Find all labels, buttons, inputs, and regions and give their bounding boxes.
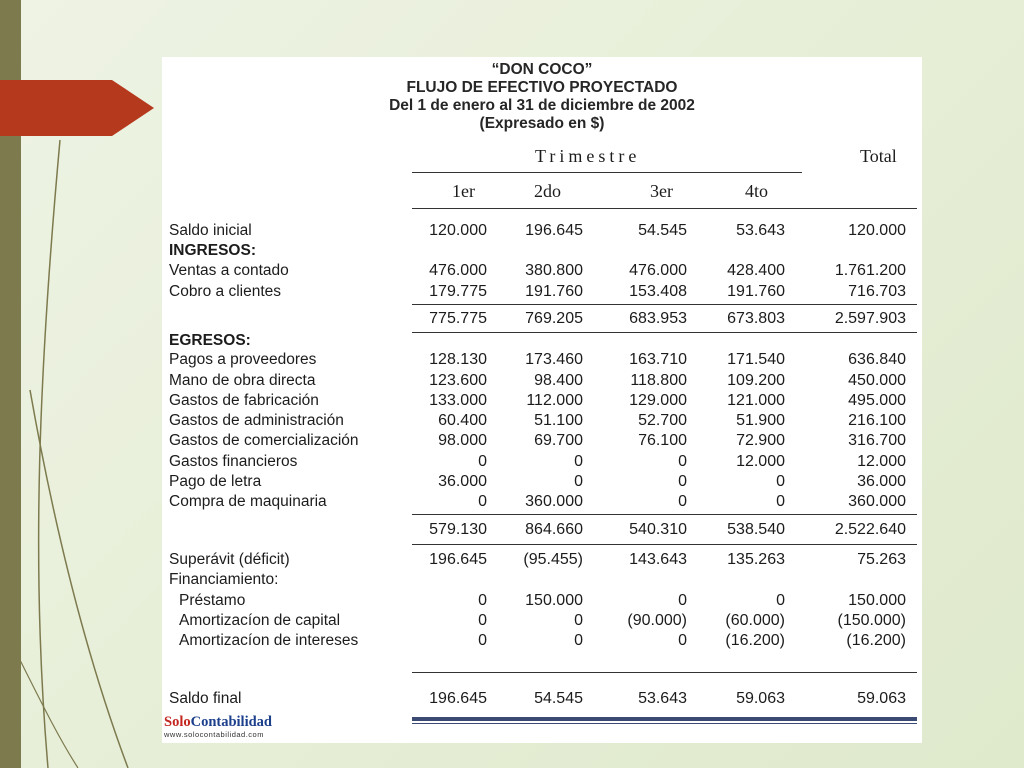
cell-quarter-3: 540.310: [629, 521, 687, 538]
row-label: Saldo final: [169, 690, 242, 707]
document-title: [162, 61, 922, 133]
cell-quarter-4: 673.803: [727, 310, 785, 327]
cell-quarter-3: 0: [678, 632, 687, 649]
cell-quarter-3: 683.953: [629, 310, 687, 327]
row-label: Financiamiento:: [169, 571, 279, 588]
cell-quarter-1: 98.000: [438, 432, 487, 449]
cell-quarter-3: 153.408: [629, 283, 687, 300]
row-label: Superávit (déficit): [169, 551, 290, 568]
cell-quarter-3: 0: [678, 453, 687, 470]
cell-quarter-1: 775.775: [429, 310, 487, 327]
cell-quarter-1: 0: [478, 493, 487, 510]
cell-quarter-2: 769.205: [525, 310, 583, 327]
cell-quarter-4: 59.063: [736, 690, 785, 707]
subtotal-rule-egresos-bottom: [412, 544, 917, 545]
header-q1: 1er: [452, 181, 475, 201]
cell-quarter-2: 864.660: [525, 521, 583, 538]
row-label: INGRESOS:: [169, 242, 256, 259]
cell-quarter-2: 191.760: [525, 283, 583, 300]
header-rule: [412, 172, 802, 173]
cell-quarter-2: 98.400: [534, 372, 583, 389]
cell-quarter-4: 121.000: [727, 392, 785, 409]
cell-total: 216.100: [848, 412, 906, 429]
logo-contabilidad: Contabilidad: [190, 714, 272, 730]
cell-quarter-4: 0: [776, 493, 785, 510]
solocontabilidad-logo: [164, 715, 272, 739]
row-label: Ventas a contado: [169, 262, 289, 279]
cell-quarter-2: 0: [574, 453, 583, 470]
report-period: Del 1 de enero al 31 de diciembre de 2002: [389, 97, 695, 114]
cell-quarter-1: 0: [478, 632, 487, 649]
cell-quarter-4: 53.643: [736, 222, 785, 239]
cell-quarter-4: 191.760: [727, 283, 785, 300]
cell-quarter-1: 196.645: [429, 551, 487, 568]
cell-quarter-3: 0: [678, 473, 687, 490]
row-label: Pago de letra: [169, 473, 262, 490]
subtotal-rule-ingresos: [412, 304, 917, 305]
cell-quarter-4: 51.900: [736, 412, 785, 429]
cell-quarter-3: 163.710: [629, 351, 687, 368]
cell-quarter-2: 0: [574, 632, 583, 649]
row-label: Gastos de fabricación: [169, 392, 319, 409]
cell-quarter-3: (90.000): [627, 612, 687, 629]
cell-quarter-2: 0: [574, 473, 583, 490]
cell-quarter-2: 150.000: [525, 592, 583, 609]
company-name: “DON COCO”: [491, 61, 593, 78]
cell-total: 316.700: [848, 432, 906, 449]
cell-quarter-3: 143.643: [629, 551, 687, 568]
cell-total: 120.000: [848, 222, 906, 239]
cell-quarter-3: 129.000: [629, 392, 687, 409]
cell-quarter-3: 52.700: [638, 412, 687, 429]
cell-quarter-2: 360.000: [525, 493, 583, 510]
row-label: Gastos de administración: [169, 412, 344, 429]
report-currency: (Expresado en $): [479, 115, 605, 132]
cell-quarter-4: 0: [776, 592, 785, 609]
row-label: Cobro a clientes: [169, 283, 282, 300]
cell-quarter-1: 120.000: [429, 222, 487, 239]
row-label: EGRESOS:: [169, 332, 251, 349]
cell-quarter-4: (16.200): [725, 632, 785, 649]
row-label: Mano de obra directa: [169, 372, 316, 389]
header-total: Total: [860, 146, 897, 166]
cell-quarter-3: 0: [678, 493, 687, 510]
header-q3: 3er: [650, 181, 673, 201]
cell-quarter-1: 128.130: [429, 351, 487, 368]
subtotal-rule-ingresos-bottom: [412, 332, 917, 333]
cell-quarter-4: 538.540: [727, 521, 785, 538]
cell-quarter-1: 0: [478, 612, 487, 629]
cell-quarter-1: 60.400: [438, 412, 487, 429]
cell-quarter-3: 76.100: [638, 432, 687, 449]
row-label: Pagos a proveedores: [169, 351, 317, 368]
cell-total: 1.761.200: [834, 262, 906, 279]
cell-quarter-4: 428.400: [727, 262, 785, 279]
cell-quarter-4: 171.540: [727, 351, 785, 368]
cell-total: 12.000: [857, 453, 906, 470]
cell-quarter-2: 0: [574, 612, 583, 629]
row-label: Amortizacíon de capital: [179, 612, 341, 629]
cell-quarter-1: 133.000: [429, 392, 487, 409]
logo-url: www.solocontabilidad.com: [164, 730, 264, 739]
slide-arrow-tab: [0, 80, 154, 136]
cell-quarter-4: (60.000): [725, 612, 785, 629]
cell-quarter-2: 51.100: [534, 412, 583, 429]
row-label: Préstamo: [179, 592, 246, 609]
cell-quarter-1: 179.775: [429, 283, 487, 300]
cell-total: 2.522.640: [834, 521, 906, 538]
cell-quarter-3: 118.800: [630, 372, 687, 389]
cell-quarter-4: 109.200: [727, 372, 785, 389]
cell-total: 75.263: [857, 551, 906, 568]
header-trimestre: Trimestre: [535, 146, 641, 166]
cell-quarter-2: 173.460: [525, 351, 583, 368]
report-name: FLUJO DE EFECTIVO PROYECTADO: [406, 79, 678, 96]
cell-total: (16.200): [846, 632, 906, 649]
double-rule-top: [412, 717, 917, 721]
cell-quarter-2: (95.455): [523, 551, 583, 568]
cell-total: 360.000: [848, 493, 906, 510]
cell-quarter-1: 0: [478, 592, 487, 609]
header-q2: 2do: [534, 181, 561, 201]
cell-total: 36.000: [857, 473, 906, 490]
subtotal-rule-egresos: [412, 514, 917, 515]
cell-quarter-4: 135.263: [727, 551, 785, 568]
cell-quarter-2: 380.800: [525, 262, 583, 279]
cell-quarter-4: 72.900: [736, 432, 785, 449]
cell-total: 716.703: [848, 283, 906, 300]
cell-quarter-1: 36.000: [438, 473, 487, 490]
cell-quarter-2: 196.645: [525, 222, 583, 239]
cell-total: 2.597.903: [834, 310, 906, 327]
cell-quarter-4: 0: [776, 473, 785, 490]
row-label: Amortizacíon de intereses: [179, 632, 359, 649]
cell-total: 59.063: [857, 690, 906, 707]
cell-quarter-2: 54.545: [534, 690, 583, 707]
cell-quarter-2: 69.700: [534, 432, 583, 449]
cell-quarter-3: 0: [678, 592, 687, 609]
header-q4: 4to: [745, 181, 769, 201]
final-rule: [412, 672, 917, 673]
cell-total: 450.000: [848, 372, 906, 389]
double-rule-bottom: [412, 723, 917, 724]
cell-total: 495.000: [848, 392, 906, 409]
row-label: Gastos de comercialización: [169, 432, 359, 449]
cell-quarter-1: 579.130: [429, 521, 487, 538]
header-bottom-rule: [412, 208, 917, 209]
logo-solo: Solo: [164, 714, 191, 730]
cell-total: 150.000: [848, 592, 906, 609]
cash-flow-document: [162, 57, 922, 743]
cell-total: 636.840: [848, 351, 906, 368]
cell-total: (150.000): [837, 612, 906, 629]
cell-quarter-2: 112.000: [526, 392, 583, 409]
row-label: Saldo inicial: [169, 222, 252, 239]
row-label: Gastos financieros: [169, 453, 298, 470]
cell-quarter-4: 12.000: [736, 453, 785, 470]
cell-quarter-1: 0: [478, 453, 487, 470]
cell-quarter-1: 196.645: [429, 690, 487, 707]
cell-quarter-3: 54.545: [638, 222, 687, 239]
cell-quarter-1: 123.600: [429, 372, 487, 389]
row-label: Compra de maquinaria: [169, 493, 327, 510]
cell-quarter-1: 476.000: [429, 262, 487, 279]
decorative-lines: [0, 140, 140, 768]
cell-quarter-3: 476.000: [629, 262, 687, 279]
cell-quarter-3: 53.643: [638, 690, 687, 707]
